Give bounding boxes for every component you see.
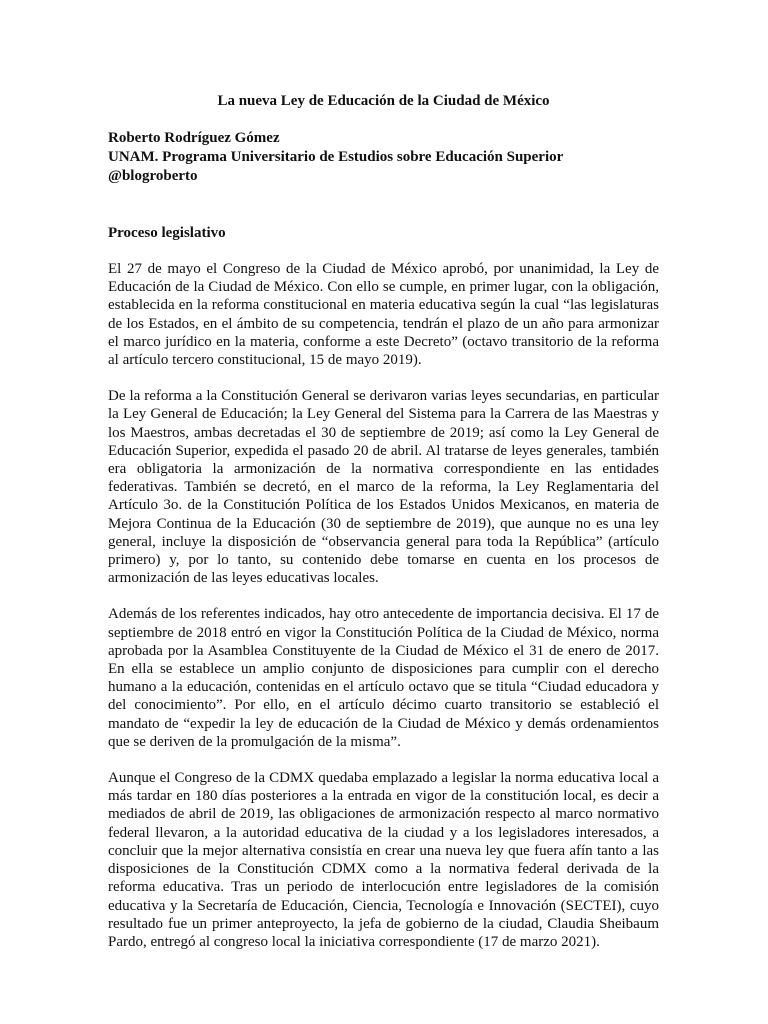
author-handle: @blogroberto (108, 168, 198, 184)
document-page (108, 92, 659, 969)
author-name: Roberto Rodríguez Gómez (108, 130, 280, 146)
author-affiliation: UNAM. Programa Universitario de Estudios sobre Educación Superior (108, 149, 564, 165)
paragraph: Además de los referentes indicados, hay otro antecedente de importancia decisiva. El 17 de septiembre de 2018 entró en vigor la Constitución Política de la Ciudad de México, norma aprobada por la Asamblea Constituyente de la Ciudad de México el 31 de enero de 2017. En ella se establece un amplio conjunto de disposiciones para cumplir con el derecho humano a la educación, contenidas en el artículo octavo que se titula “Ciudad educadora y del conocimiento”. Por ello, en el artículo décimo cuarto transitorio se estableció el mandato de “expedir la ley de educación de la Ciudad de México y demás ordenamientos que se deriven de la promulgación de la misma”. (108, 606, 659, 750)
paragraph: Aunque el Congreso de la CDMX quedaba emplazado a legislar la norma educativa local a más tardar en 180 días posteriores a la entrada en vigor de la constitución local, es decir a mediados de abril de 2019, las obligaciones de armonización respecto al marco normativo federal llevaron, a la autoridad educativa de la ciudad y a los legisladores interesados, a concluir que la mejor alternativa consistía en crear una nueva ley que fuera afín tanto a las disposiciones de la Constitución CDMX como a la normativa federal derivada de la reforma educativa. Tras un periodo de interlocución entre legisladores de la comisión educativa y la Secretaría de Educación, Ciencia, Tecnología e Innovación (SECTEI), cuyo resultado fue un primer anteproyecto, la jefa de gobierno de la ciudad, Claudia Sheibaum Pardo, entregó al congreso local la iniciativa correspondiente (17 de marzo 2021). (108, 770, 659, 950)
section-heading: Proceso legislativo (108, 225, 226, 241)
author-block (108, 129, 659, 186)
paragraph: El 27 de mayo el Congreso de la Ciudad de México aprobó, por unanimidad, la Ley de Educación de la Ciudad de México. Con ello se cumple, en primer lugar, con la obligación, establecida en la reforma constitucional en materia educativa según la cual “las legislaturas de los Estados, en el ámbito de su competencia, tendrán el plazo de un año para armonizar el marco jurídico en la materia, conforme a este Decreto” (octavo transitorio de la reforma al artículo tercero constitucional, 15 de mayo 2019). (108, 261, 659, 369)
document-title: La nueva Ley de Educación de la Ciudad de México (217, 93, 550, 109)
paragraph: De la reforma a la Constitución General se derivaron varias leyes secundarias, en particular la Ley General de Educación; la Ley General del Sistema para la Carrera de las Maestras y los Maestros, ambas decretadas el 30 de septiembre de 2019; así como la Ley General de Educación Superior, expedida el pasado 20 de abril. Al tratarse de leyes generales, también era obligatoria la armonización de la normativa correspondiente en las entidades federativas. También se decretó, en el marco de la reforma, la Ley Reglamentaria del Artículo 3o. de la Constitución Política de los Estados Unidos Mexicanos, en materia de Mejora Continua de la Educación (30 de septiembre de 2019), que aunque no es una ley general, incluye la disposición de “observancia general para toda la República” (artículo primero) y, por lo tanto, su contenido debe tomarse en cuenta en los procesos de armonización de las leyes educativas locales. (108, 388, 659, 587)
